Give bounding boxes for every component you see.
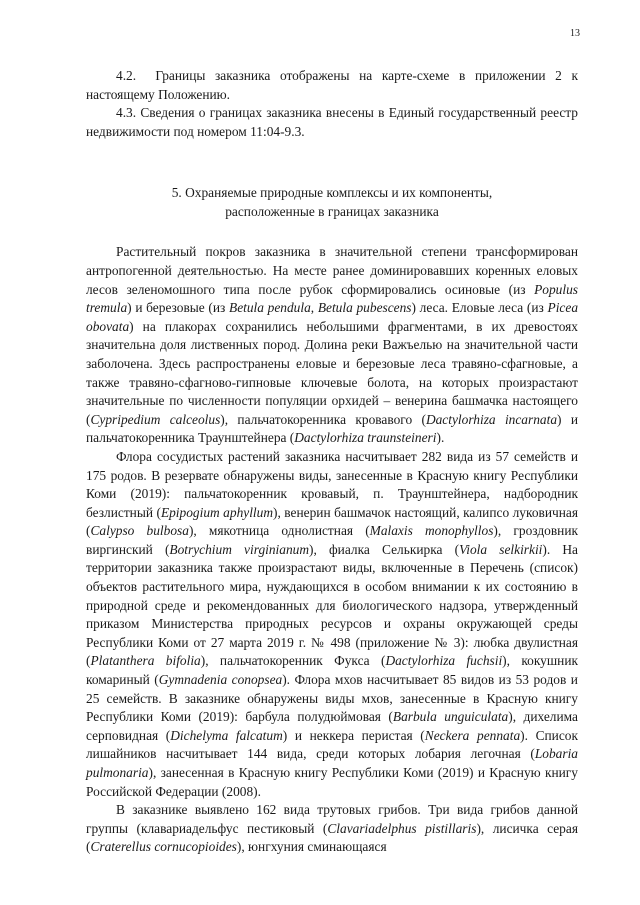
section-heading <box>86 183 578 221</box>
paragraph-4-3: 4.3. Сведения о границах заказника внесены в Единый государственный реестр недвижимости под номером 11:04-9.3. <box>86 105 578 139</box>
paragraph-vegetation: Растительный покров заказника в значительной степени трансформирован антропогенной деятельностью. На месте ранее доминировавших коренных еловых лесов зеленомошного типа после рубок сформировались осиновые (из Populus tremula) и березовые (из Betula pendula, Betula pubescens) леса. Еловые леса (из Picea obovata) на плакорах сохранились небольшими фрагментами, в их древостоях значительна доля лиственных пород. Долина реки Важъелью на значительной части заболочена. Здесь распространены еловые и березовые леса травяно-сфагновые, а также травяно-сфагново-гипновые ключевые болота, на которых произрастают значительные по численности популяции орхидей – венерина башмачка настоящего (Cypripedium calceolus), пальчатокоренника кровавого (Dactylorhiza incarnata) и пальчатокоренника Траунштейнера (Dactylorhiza traunsteineri). <box>86 244 579 446</box>
paragraph-4-2: 4.2. Границы заказника отображены на карте-схеме в приложении 2 к настоящему Положению. <box>86 68 578 102</box>
section-heading-line-1: 5. Охраняемые природные комплексы и их компоненты, <box>171 185 493 201</box>
body-text <box>86 67 578 857</box>
section-heading-line-2: расположенные в границах заказника <box>225 204 439 220</box>
paragraph-flora: Флора сосудистых растений заказника насчитывает 282 вида из 57 семейств и 175 родов. В резервате обнаружены виды, занесенные в Красную книгу Республики Коми (2019): пальчатокоренник кровавый, п. Траунштейнера, надбородник безлистный (Epipogium aphyllum), венерин башмачок настоящий, калипсо луковичная (Calypso bulbosa), мякотница однолистная (Malaxis monophyllos), гроздовник виргинский (Botrychium virginianum), фиалка Селькирка (Viola selkirkii). На территории заказника также произрастают виды, включенные в Перечень (список) объектов растительного мира, нуждающихся в особом внимании к их состоянию в природной среде и рекомендованных для биологического надзора, утвержденный приказом Министерства природных ресурсов и охраны окружающей среды Республики Коми от 27 марта 2019 г. № 498 (приложение № 3): любка двулистная (Platanthera bifolia), пальчатокоренник Фукса (Dactylorhiza fuchsii), кокушник комариный (Gymnadenia conopsea). Флора мхов насчитывает 85 видов из 53 родов и 25 семейств. В заказнике обнаружены виды мхов, занесенные в Красную книгу Республики Коми (2019): барбула полудюймовая (Barbula unguiculata), дихелима серповидная (Dichelyma falcatum) и неккера перистая (Neckera pennata). Список лишайников насчитывает 144 вида, среди которых лобария легочная (Lobaria pulmonaria), занесенная в Красную книгу Республики Коми (2019) и Красную книгу Российской Федерации (2008). <box>86 448 579 799</box>
page-number: 13 <box>570 28 580 39</box>
paragraph-fungi: В заказнике выявлено 162 вида трутовых грибов. Три вида грибов данной группы (клавариадельфус пестиковый (Clavariadelphus pistillaris), лисичка серая (Craterellus cornucopioides), юнгхуния сминающаяся <box>86 802 578 855</box>
